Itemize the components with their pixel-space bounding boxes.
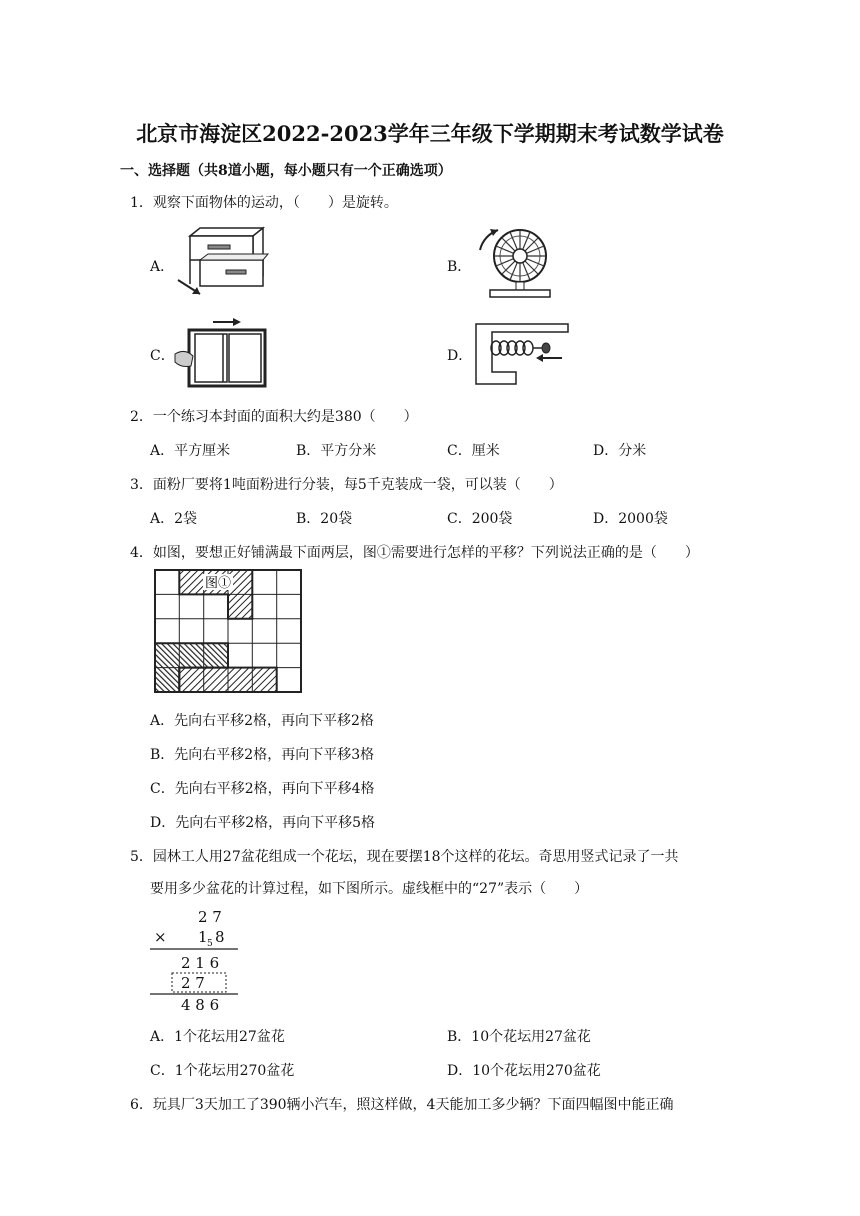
calc-carry: 5	[207, 939, 213, 949]
q4-option-a[interactable]: A．先向右平移2格，再向下平移2格	[150, 713, 374, 729]
calc-partial-1: 2 1 6	[181, 954, 220, 972]
page-title: 北京市海淀区2022-2023学年三年级下学期期末考试数学试卷	[136, 121, 724, 146]
calc-result: 4 8 6	[181, 996, 220, 1014]
q4-option-b[interactable]: B．先向右平移2格，再向下平移3格	[150, 747, 375, 763]
question-5-stem-line1: 5．园林工人用27盆花组成一个花坛，现在要摆18个这样的花坛。奇思用竖式记录了一共	[130, 849, 679, 865]
calc-times: ×	[154, 928, 167, 946]
q3-option-b[interactable]: B．20袋	[296, 511, 353, 527]
window-figure	[175, 316, 270, 388]
question-6-stem: 6．玩具厂3天加工了390辆小汽车，照这样做，4天能加工多少辆？下面四幅图中能正确	[130, 1097, 674, 1113]
q1-label-c: C．	[150, 348, 175, 364]
q5-option-b[interactable]: B．10个花坛用27盆花	[447, 1029, 591, 1045]
question-5-stem-line2: 要用多少盆花的计算过程，如下图所示。虚线框中的“27”表示（ ）	[150, 881, 589, 897]
question-2-stem: 2．一个练习本封面的面积大约是380（ ）	[130, 409, 418, 425]
q3-option-d[interactable]: D．2000袋	[593, 511, 668, 527]
calc-partial-2: 2 7	[181, 974, 205, 992]
question-4-stem: 4．如图，要想正好铺满最下面两层，图①需要进行怎样的平移？下列说法正确的是（ ）	[130, 545, 699, 561]
q1-label-a: A．	[150, 259, 175, 275]
drawer-figure	[178, 228, 268, 298]
question-1-stem: 1．观察下面物体的运动，（ ）是旋转。	[130, 195, 398, 211]
section-heading: 一、选择题（共8道小题，每小题只有一个正确选项）	[120, 163, 452, 179]
q4-option-d[interactable]: D．先向右平移2格，再向下平移5格	[150, 815, 376, 831]
q1-label-b: B．	[447, 259, 472, 275]
q3-option-a[interactable]: A．2袋	[150, 511, 198, 527]
translation-grid-figure	[155, 570, 303, 694]
q3-option-c[interactable]: C．200袋	[447, 511, 513, 527]
q2-option-c[interactable]: C．厘米	[447, 443, 500, 459]
calc-mult-tens: 1	[198, 928, 208, 946]
q5-option-d[interactable]: D．10个花坛用270盆花	[447, 1063, 601, 1079]
q1-label-d: D．	[447, 348, 473, 364]
calc-mult-ones: 8	[215, 928, 225, 946]
q4-option-c[interactable]: C．先向右平移2格，再向下平移4格	[150, 781, 375, 797]
fan-figure	[472, 226, 552, 300]
vertical-multiplication-figure	[148, 906, 240, 1014]
figure-1-label: 图①	[204, 576, 232, 591]
q2-option-a[interactable]: A．平方厘米	[150, 443, 231, 459]
spring-figure	[476, 320, 572, 386]
question-3-stem: 3．面粉厂要将1吨面粉进行分装，每5千克装成一袋，可以装（ ）	[130, 477, 563, 493]
q5-option-a[interactable]: A．1个花坛用27盆花	[150, 1029, 285, 1045]
calc-top: 2 7	[198, 908, 222, 926]
q2-option-d[interactable]: D．分米	[593, 443, 647, 459]
q2-option-b[interactable]: B．平方分米	[296, 443, 377, 459]
q5-option-c[interactable]: C．1个花坛用270盆花	[150, 1063, 295, 1079]
